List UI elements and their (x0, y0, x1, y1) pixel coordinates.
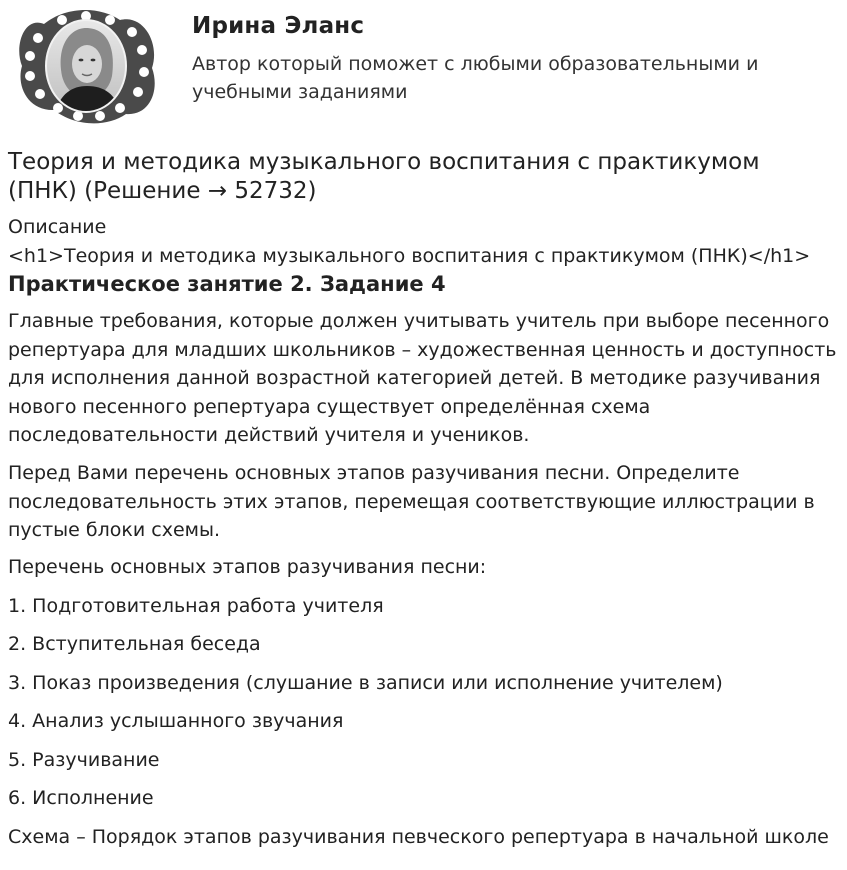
description-label: Описание (8, 216, 107, 238)
list-item-stage-6: 6. Исполнение (8, 787, 154, 809)
author-description: Автор который поможет с любыми образовательными и учебными заданиями (192, 53, 759, 103)
list-item-stage-1: 1. Подготовительная работа учителя (8, 595, 384, 617)
raw-h1-text: <h1>Теория и методика музыкального воспитания с практикумом (ПНК)</h1> (8, 245, 811, 267)
author-avatar[interactable] (14, 6, 160, 128)
list-item-stage-3: 3. Показ произведения (слушание в записи или исполнение учителем) (8, 672, 723, 694)
page-title: Теория и методика музыкального воспитания с практикумом (ПНК) (Решение → 52732) (8, 149, 760, 204)
list-item-stage-5: 5. Разучивание (8, 749, 160, 771)
list-intro: Перечень основных этапов разучивания песни: (8, 556, 487, 578)
author-card (8, 0, 839, 140)
task-heading: Практическое занятие 2. Задание 4 (8, 272, 446, 296)
paragraph-instructions: Перед Вами перечень основных этапов разучивания песни. Определите последовательность этих этапов, перемещая соответствующие иллюстрации в пустые блоки схемы. (8, 462, 815, 542)
list-item-stage-2: 2. Вступительная беседа (8, 633, 261, 655)
scheme-caption: Схема – Порядок этапов разучивания певческого репертуара в начальной школе (8, 826, 829, 848)
author-name[interactable]: Ирина Эланс (192, 13, 365, 39)
list-item-stage-4: 4. Анализ услышанного звучания (8, 710, 344, 732)
paragraph-requirements: Главные требования, которые должен учитывать учитель при выборе песенного репертуара для младших школьников – художественная ценность и доступность для исполнения данной возрастной категорией детей. В методике разучивания нового песенного репертуара существует определённая схема последовательности действий учителя и учеников. (8, 310, 837, 447)
